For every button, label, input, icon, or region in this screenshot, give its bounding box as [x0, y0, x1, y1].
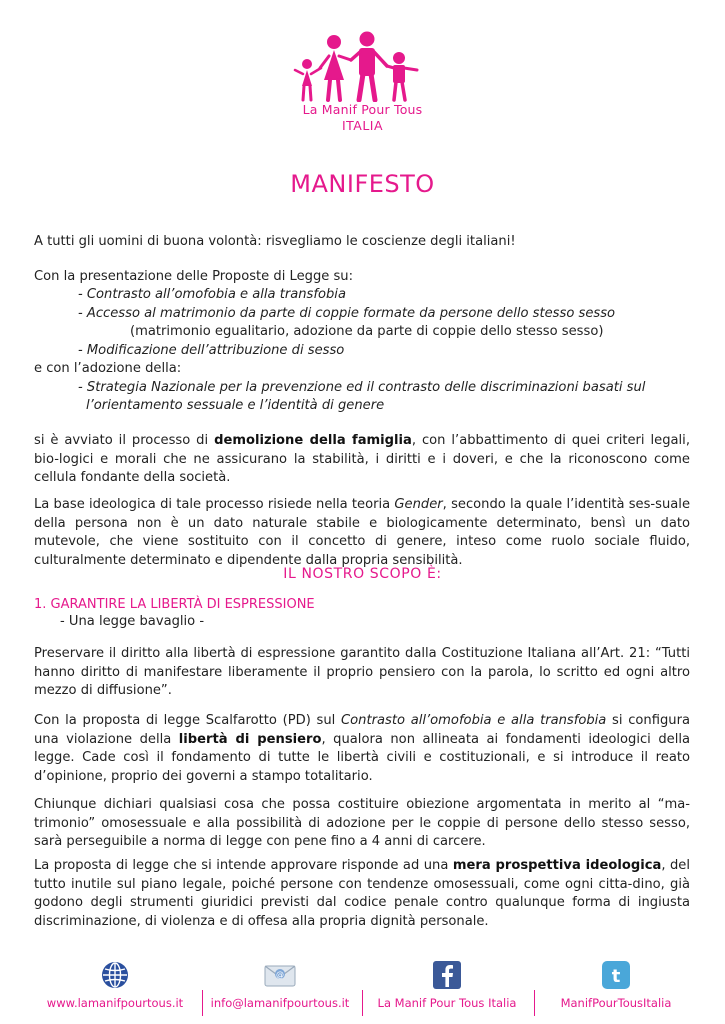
paragraph-ideological: La proposta di legge che si intende approvare risponde ad una mera prospettiva ideologica, del tutto inutile sul piano legale, poiché persone con tendenze omosessuali, come ogni citta-dino, già godono degli strumenti giuridici previsti dal codice penale contro qualunque forma di ingiusta discriminazione, di violenza e di offesa alla propria dignità personale.	[34, 858, 690, 929]
logo-name: La Manif Pour Tous	[302, 102, 423, 117]
email-link[interactable]: info@lamanifpourtous.it	[210, 996, 350, 1010]
footer-divider	[202, 990, 203, 1016]
paragraph-article21: Preservare il diritto alla libertà di espressione garantito dalla Costituzione Italiana all’Art. 21: “Tutti hanno diritto di manifestare liberamente il proprio pensiero con la parola, lo scritto ed ogni altro mezzo di diffusione”.	[34, 646, 690, 699]
twitter-icon	[601, 960, 631, 990]
intro-line: A tutti gli uomini di buona volontà: risvegliamo le coscienze degli italiani!	[34, 234, 516, 249]
paragraph-gender: La base ideologica di tale processo risiede nella teoria Gender, secondo la quale l’identità ses-suale della persona non è un dato naturale stabile e biologicamente determinato, bensì un dato mutevole, che viene sostituito con il concetto di genere, inteso come ruolo sociale fluido, culturalmente determinato e dipendente dalla propria sensibilità.	[34, 497, 690, 568]
footer-divider	[362, 990, 363, 1016]
strategy-item: - Strategia Nazionale per la prevenzione ed il contrasto delle discriminazioni basati sul	[78, 380, 646, 395]
footer-website[interactable]	[34, 958, 196, 1018]
footer-divider	[534, 990, 535, 1016]
logo	[0, 30, 725, 134]
proposal-item: - Contrasto all’omofobia e alla transfobia	[78, 287, 346, 302]
proposal-item: - Accesso al matrimonio da parte di coppie formate da persone dello stesso sesso	[78, 306, 616, 321]
adoption-intro: e con l’adozione della:	[34, 361, 182, 376]
globe-icon	[100, 960, 130, 990]
footer	[34, 958, 694, 1018]
paragraph-family: si è avviato il processo di demolizione della famiglia, con l’abbattimento di quei criteri legali, bio-logici e morali che ne assicurano la stabilità, i diritti e i doveri, e che la riconoscono come cellula fondante della società.	[34, 433, 690, 486]
section-1-title: 1. GARANTIRE LA LIBERTÀ DI ESPRESSIONE	[34, 597, 315, 612]
footer-email[interactable]	[206, 958, 354, 1018]
svg-text:t: t	[611, 966, 621, 987]
footer-facebook[interactable]	[366, 958, 528, 1018]
scope-heading: IL NOSTRO SCOPO È:	[283, 566, 442, 582]
svg-text:@: @	[276, 970, 284, 979]
logo-subtitle: ITALIA	[341, 118, 384, 133]
facebook-icon	[432, 960, 462, 990]
paragraph-penalty: Chiunque dichiari qualsiasi cosa che possa costituire obiezione argomentata in merito al “ma-trimonio” omosessuale e alla possibilità di adozione per le coppie di persone dello stesso sesso, sarà perseguibile a norma di legge con pene fino a 4 anni di carcere.	[34, 797, 690, 850]
page-title: MANIFESTO	[290, 170, 435, 198]
email-icon	[263, 960, 297, 990]
proposals-intro: Con la presentazione delle Proposte di Legge su:	[34, 269, 354, 284]
facebook-link[interactable]: La Manif Pour Tous Italia	[377, 996, 517, 1010]
twitter-link[interactable]: ManifPourTousItalia	[560, 996, 672, 1010]
proposal-item: - Modificazione dell’attribuzione di sesso	[78, 343, 345, 358]
paragraph-scalfarotto: Con la proposta di legge Scalfarotto (PD) sul Contrasto all’omofobia e alla transfobia si configura una violazione della libertà di pensiero, qualora non allineata ai fondamenti ideologici della legge. Cade così il fondamento di tutte le libertà civili e costituzionali, e si introduce il reato d’opinione, proprio dei governi a stampo totalitario.	[34, 713, 691, 784]
website-link[interactable]: www.lamanifpourtous.it	[46, 996, 184, 1010]
section-1-subtitle: - Una legge bavaglio -	[60, 614, 205, 629]
family-logo-icon	[293, 30, 433, 102]
footer-twitter[interactable]	[538, 958, 694, 1018]
proposal-note: (matrimonio egualitario, adozione da parte di coppie dello stesso sesso)	[130, 324, 604, 339]
strategy-item-cont: l’orientamento sessuale e l’identità di genere	[86, 398, 385, 413]
